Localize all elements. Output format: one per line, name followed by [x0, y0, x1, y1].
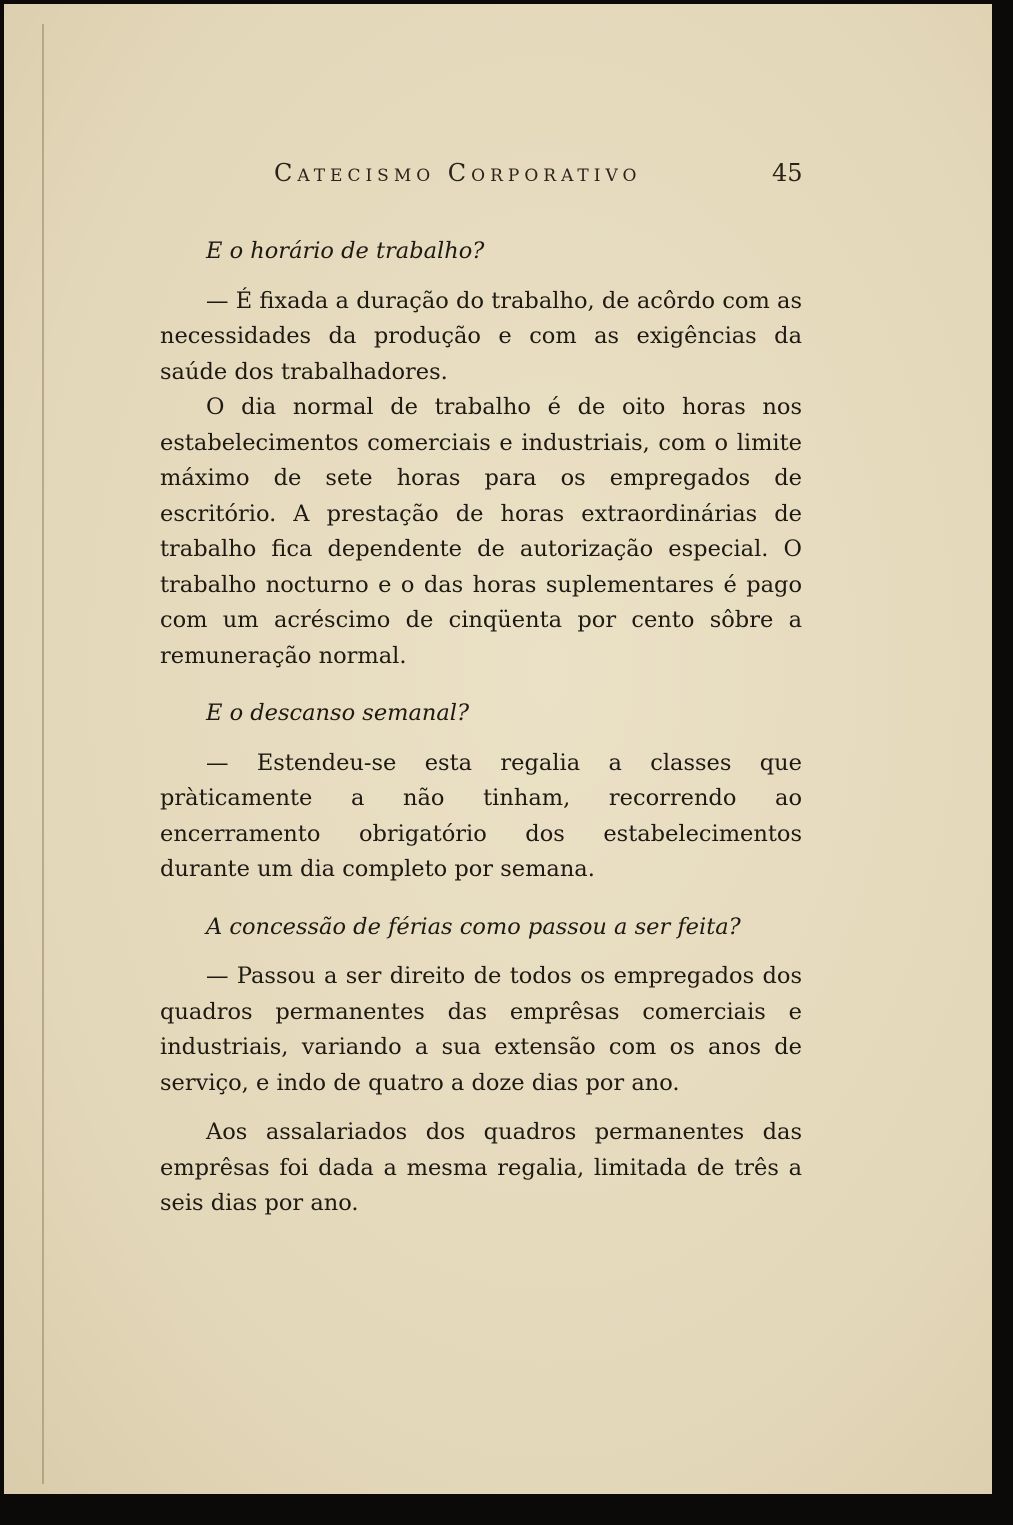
question-2: E o descanso semanal?	[206, 700, 470, 726]
book-page	[4, 4, 992, 1494]
answer-1-paragraph-2: O dia normal de trabalho é de oito horas nos estabelecimentos comerciais e industriais, com o limite máximo de sete horas para os empregados de escritório. A prestação de horas extraordinárias de trabalho fica dependente de autorização especial. O trabalho nocturno e o das horas suplementares é pago com um acréscimo de cinqüenta por cento sôbre a remuneração normal.	[160, 394, 802, 669]
binding-edge	[42, 24, 44, 1484]
page-number: 45	[772, 159, 803, 187]
answer-3-paragraph-1: — Passou a ser direito de todos os empregados dos quadros permanentes das emprêsas comerciais e industriais, variando a sua extensão com os anos de serviço, e indo de quatro a doze dias por ano.	[160, 963, 802, 1096]
body-text	[160, 234, 802, 1222]
answer-3-paragraph-2: Aos assalariados dos quadros permanentes das emprêsas foi dada a mesma regalia, limitada de três a seis dias por ano.	[160, 1119, 802, 1216]
question-3: A concessão de férias como passou a ser feita?	[206, 913, 741, 940]
question-1: E o horário de trabalho?	[206, 238, 485, 264]
answer-1-paragraph-1: — É fixada a duração do trabalho, de acôrdo com as necessidades da produção e com as exigências da saúde dos trabalhadores.	[160, 287, 802, 385]
answer-2-paragraph-1: — Estendeu-se esta regalia a classes que pràticamente a não tinham, recorrendo ao encerramento obrigatório dos estabelecimentos durante um dia completo por semana.	[160, 749, 802, 882]
running-title: Catecismo Corporativo	[274, 159, 642, 187]
running-head	[4, 159, 992, 199]
